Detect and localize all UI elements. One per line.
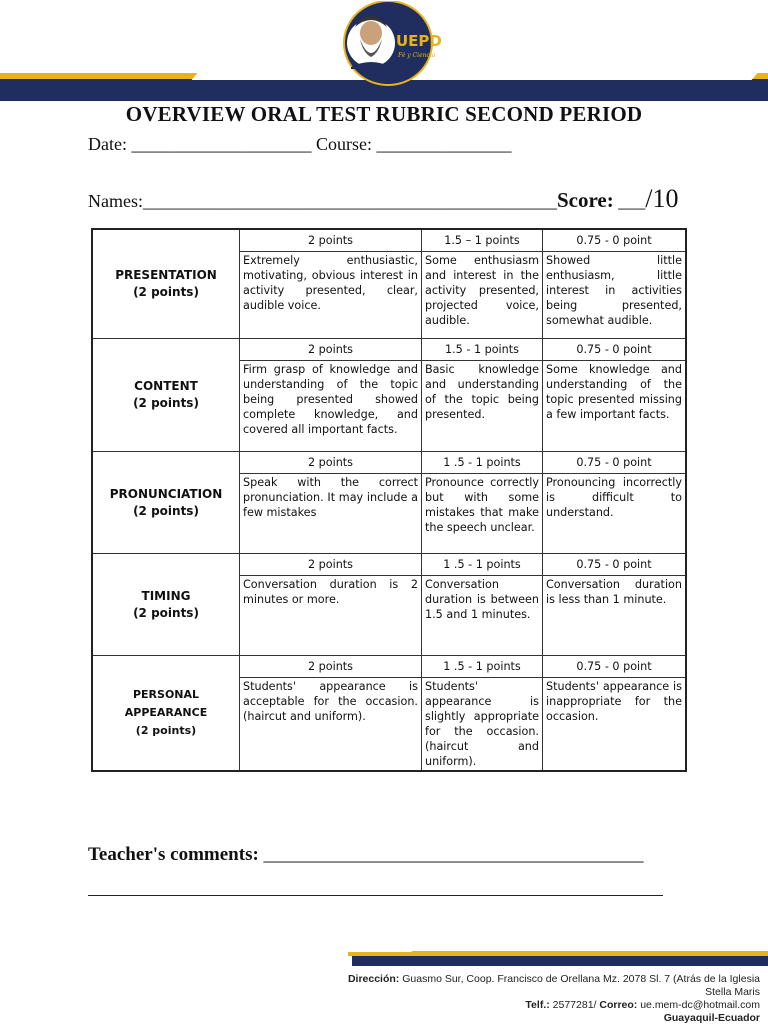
criterion-cell bbox=[92, 656, 240, 772]
level-header: 1.5 – 1 points bbox=[422, 229, 543, 252]
direccion-label: Dirección: bbox=[347, 973, 400, 985]
descriptor-cell: Basic knowledge and understanding of the topic being presented. bbox=[422, 361, 543, 452]
rubric-level-row bbox=[92, 452, 686, 474]
school-logo bbox=[333, 1, 443, 93]
rubric-level-row bbox=[92, 339, 686, 361]
comments-label: Teacher's comments: bbox=[88, 844, 259, 865]
correo-label: Correo: bbox=[599, 999, 638, 1011]
descriptor-cell: Students' appearance is acceptable for the occasion. (haircut and uniform). bbox=[240, 678, 422, 772]
comments-field-line[interactable] bbox=[88, 895, 663, 896]
criterion-cell bbox=[92, 554, 240, 656]
descriptor-cell: Students' appearance is inappropriate for the occasion. bbox=[543, 678, 687, 772]
footer-address bbox=[320, 973, 760, 1025]
course-label: Course: bbox=[315, 134, 372, 154]
criterion-cell bbox=[92, 229, 240, 339]
level-header: 1.5 - 1 points bbox=[422, 339, 543, 361]
descriptor-cell: Showed little enthusiasm, little interest in activities being presented, somewhat audible. bbox=[543, 252, 687, 339]
level-header: 0.75 - 0 point bbox=[543, 656, 687, 678]
criterion-name: PRONUNCIATION bbox=[109, 486, 223, 501]
names-score-row bbox=[88, 184, 678, 214]
level-header: 2 points bbox=[240, 229, 422, 252]
score-label: Score: bbox=[556, 188, 614, 212]
criterion-name: PRESENTATION bbox=[115, 268, 217, 282]
level-header: 0.75 - 0 point bbox=[543, 452, 687, 474]
criterion-points: (2 points) bbox=[133, 396, 199, 410]
criterion-points: (2 points) bbox=[135, 724, 197, 737]
logo-subtext: Fé y Ciencia bbox=[398, 52, 436, 59]
level-header: 1 .5 - 1 points bbox=[422, 656, 543, 678]
rubric-level-row bbox=[92, 554, 686, 576]
criterion-name: CONTENT bbox=[134, 379, 198, 393]
descriptor-cell: Some knowledge and understanding of the topic presented missing a few important facts. bbox=[543, 361, 687, 452]
date-course-row bbox=[88, 134, 511, 155]
criterion-name: TIMING bbox=[141, 588, 191, 603]
descriptor-cell: Students' appearance is slightly appropriate for the occasion. (haircut and uniform). bbox=[422, 678, 543, 772]
descriptor-cell: Extremely enthusiastic, motivating, obvious interest in activity presented, clear, audible voice. bbox=[240, 252, 422, 339]
level-header: 1 .5 - 1 points bbox=[422, 554, 543, 576]
descriptor-cell: Conversation duration is between 1.5 and 1 minutes. bbox=[422, 576, 543, 656]
criterion-points: (2 points) bbox=[133, 605, 199, 620]
descriptor-cell: Speak with the correct pronunciation. It may include a few mistakes bbox=[240, 474, 422, 554]
rubric-table bbox=[91, 228, 687, 772]
footer-direccion-line bbox=[320, 973, 760, 999]
names-label: Names: bbox=[88, 191, 143, 211]
descriptor-cell: Conversation duration is less than 1 minute. bbox=[543, 576, 687, 656]
rubric-level-row bbox=[92, 229, 686, 252]
date-label: Date: bbox=[88, 134, 127, 154]
level-header: 1 .5 - 1 points bbox=[422, 452, 543, 474]
score-max: /10 bbox=[645, 184, 679, 213]
criterion-cell bbox=[92, 452, 240, 554]
course-field[interactable]: _______________ bbox=[376, 134, 512, 154]
names-field[interactable]: ______________________________________________ bbox=[142, 191, 557, 211]
telf-value: 2577281/ bbox=[552, 999, 597, 1011]
descriptor-cell: Pronouncing incorrectly is difficult to understand. bbox=[543, 474, 687, 554]
rubric-level-row bbox=[92, 656, 686, 678]
criterion-points: (2 points) bbox=[133, 503, 199, 518]
level-header: 2 points bbox=[240, 452, 422, 474]
level-header: 0.75 - 0 point bbox=[543, 554, 687, 576]
level-header: 2 points bbox=[240, 339, 422, 361]
footer-navy-stripe bbox=[352, 956, 768, 966]
header-wedge bbox=[192, 60, 768, 80]
level-header: 0.75 - 0 point bbox=[543, 229, 687, 252]
criterion-name: PERSONAL APPEARANCE bbox=[124, 688, 208, 719]
correo-value[interactable]: ue.mem-dc@hotmail.com bbox=[640, 999, 760, 1011]
direccion-text: Guasmo Sur, Coop. Francisco de Orellana Mz. 2078 Sl. 7 (Atrás de la Iglesia Stella Maris bbox=[402, 973, 760, 998]
comments-field[interactable]: ________________________________________ bbox=[263, 844, 644, 865]
telf-label: Telf.: bbox=[525, 999, 550, 1011]
footer-city-line bbox=[320, 1012, 760, 1025]
level-header: 0.75 - 0 point bbox=[543, 339, 687, 361]
date-field[interactable]: ____________________ bbox=[131, 134, 312, 154]
level-header: 2 points bbox=[240, 656, 422, 678]
footer-contact-line bbox=[320, 999, 760, 1012]
city-text: Guayaquil-Ecuador bbox=[663, 1012, 760, 1024]
logo-text: UEPD bbox=[396, 32, 442, 50]
page-title: OVERVIEW ORAL TEST RUBRIC SECOND PERIOD bbox=[125, 102, 643, 126]
descriptor-cell: Some enthusiasm and interest in the activity presented, projected voice, audible. bbox=[422, 252, 543, 339]
level-header: 2 points bbox=[240, 554, 422, 576]
footer-wedge bbox=[321, 930, 449, 952]
descriptor-cell: Pronounce correctly but with some mistakes that make the speech unclear. bbox=[422, 474, 543, 554]
teacher-comments bbox=[88, 844, 644, 866]
descriptor-cell: Firm grasp of knowledge and understanding of the topic being presented showed complete knowledge, and covered all important facts. bbox=[240, 361, 422, 452]
criterion-points: (2 points) bbox=[133, 285, 199, 299]
score-field[interactable]: ___ bbox=[618, 191, 646, 211]
descriptor-cell: Conversation duration is 2 minutes or more. bbox=[240, 576, 422, 656]
criterion-cell bbox=[92, 339, 240, 452]
